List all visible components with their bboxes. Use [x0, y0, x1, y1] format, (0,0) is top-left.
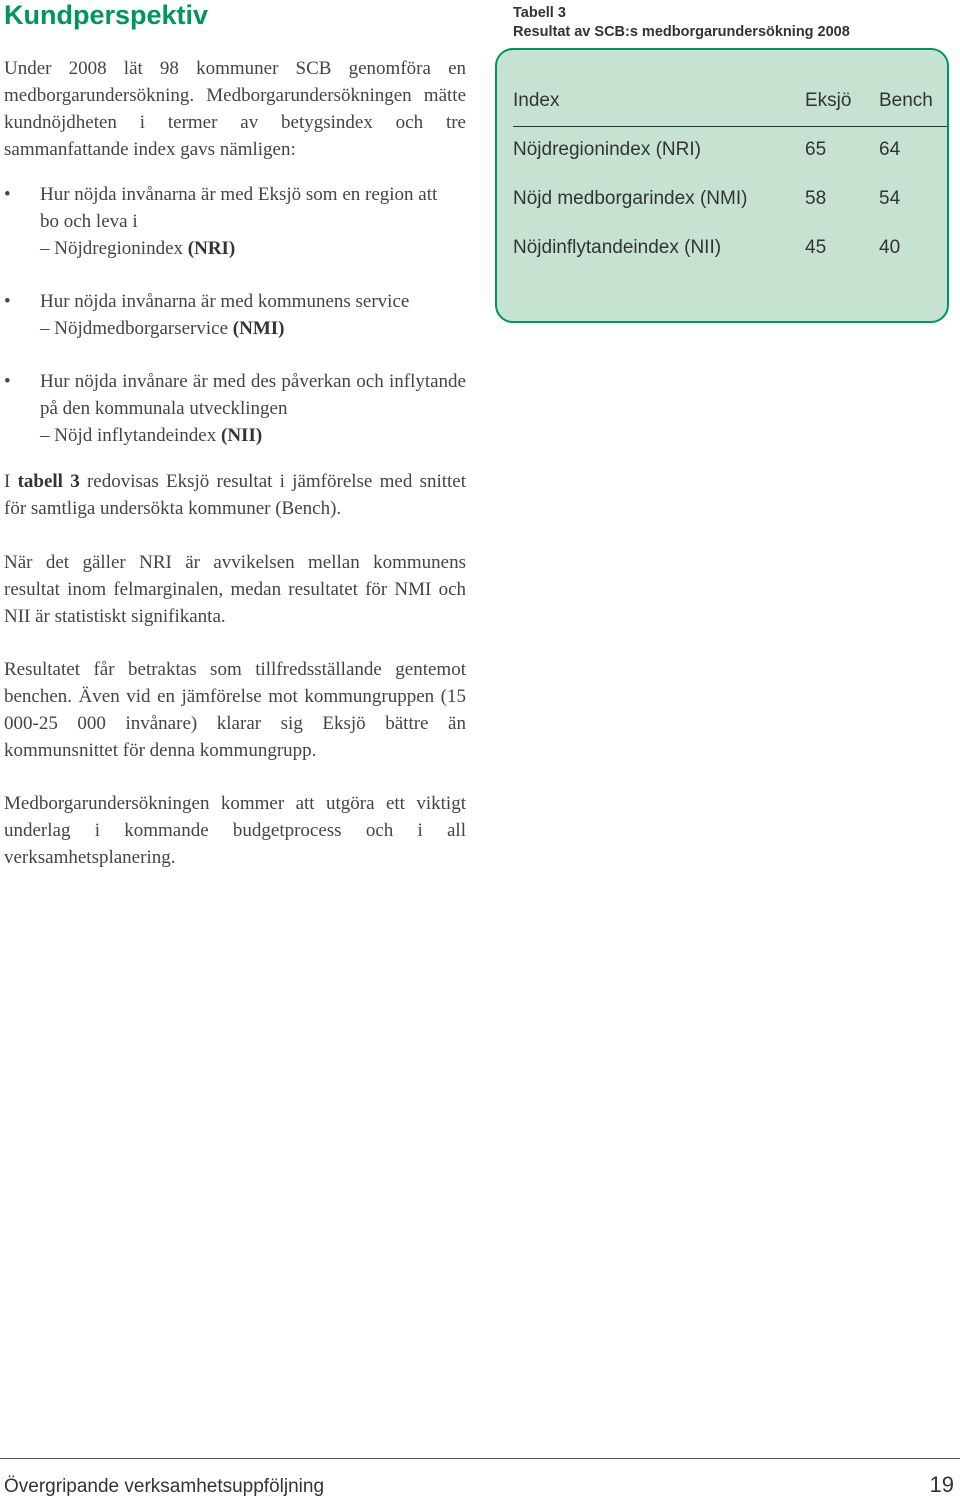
bullet-sub-abbrev: (NII) [221, 425, 263, 446]
table-reference-post: redovisas Eksjö resultat i jämförelse med snittet för samtliga undersökta kommuner (Bench). [4, 471, 467, 519]
bullet-marker: • [4, 371, 11, 392]
table-header-eksjo: Eksjö [805, 90, 852, 111]
table-label: Tabell 3 [513, 5, 566, 21]
footer-section-title: Övergripande verksamhetsuppföljning [4, 1476, 325, 1497]
bullet-sub-abbrev: (NMI) [232, 318, 285, 339]
table-cell-bench: 54 [879, 188, 901, 209]
intro-paragraph [4, 55, 466, 163]
table-cell-index: Nöjd medborgarindex (NMI) [513, 188, 748, 209]
footer-divider [0, 1458, 960, 1459]
bullet-text: Hur nöjda invånare är med des påverkan och inflytande på den kommunala utvecklingen [40, 371, 466, 419]
table-row [513, 139, 933, 167]
bullet-text: Hur nöjda invånarna är med Eksjö som en region att bo och leva i [40, 184, 438, 232]
bullet-item-nri [4, 181, 466, 262]
table-header-bench: Bench [879, 90, 933, 111]
table-caption [513, 4, 850, 42]
bullet-item-nii [4, 368, 466, 449]
table-row [513, 237, 933, 265]
bullet-sub [40, 422, 466, 449]
paragraph-result-text: Resultatet får betraktas som tillfredsställande gentemot benchen. Även vid en jämförelse mot kommungruppen (15 000-25 000 invånare) klarar sig Eksjö bättre än kommunsnittet för denna kommungrupp. [4, 659, 466, 761]
page-heading: Kundperspektiv [4, 0, 209, 30]
bullet-item-nmi [4, 288, 466, 342]
paragraph-deviation-text: När det gäller NRI är avvikelsen mellan kommunens resultat inom felmarginalen, medan resultatet för NMI och NII är statistiskt signifikanta. [4, 552, 466, 627]
table-row [513, 188, 933, 216]
table-header-index: Index [513, 90, 560, 111]
paragraph-deviation [4, 549, 466, 630]
bullet-sub-abbrev: (NRI) [187, 238, 236, 259]
intro-text: Under 2008 lät 98 kommuner SCB genomföra en medborgarundersökning. Medborgarundersökningen mätte kundnöjdheten i termer av betygsindex och tre sammanfattande index gavs nämligen: [4, 58, 466, 160]
table-header-row [513, 90, 933, 118]
bullet-marker: • [4, 184, 11, 205]
paragraph-conclusion-text: Medborgarundersökningen kommer att utgöra ett viktigt underlag i kommande budgetprocess och i all verksamhetsplanering. [4, 793, 466, 868]
table-cell-index: Nöjdinflytandeindex (NII) [513, 237, 722, 258]
bullet-sub-label: – Nöjdmedborgarservice [40, 318, 229, 339]
table-reference-paragraph [4, 468, 466, 522]
table-cell-eksjo: 65 [805, 139, 827, 160]
table-title: Resultat av SCB:s medborgarundersökning 2008 [513, 24, 850, 40]
page-number: 19 [929, 1472, 954, 1497]
table-reference-text [4, 468, 466, 522]
bullet-sub [40, 235, 466, 262]
paragraph-conclusion [4, 790, 466, 871]
table-header-divider [513, 126, 947, 127]
bullet-sub [40, 315, 466, 342]
bullet-sub-label: – Nöjdregionindex [40, 238, 184, 259]
table-reference-pre: I [4, 471, 11, 492]
table-cell-bench: 40 [879, 237, 901, 258]
table-cell-eksjo: 58 [805, 188, 827, 209]
table-reference-link: tabell 3 [17, 471, 80, 492]
bullet-marker: • [4, 291, 11, 312]
table-cell-index: Nöjdregionindex (NRI) [513, 139, 701, 160]
results-table [495, 48, 949, 323]
table-cell-bench: 64 [879, 139, 901, 160]
paragraph-result [4, 656, 466, 764]
table-cell-eksjo: 45 [805, 237, 827, 258]
bullet-sub-label: – Nöjd inflytandeindex [40, 425, 217, 446]
bullet-text: Hur nöjda invånarna är med kommunens service [40, 291, 410, 312]
